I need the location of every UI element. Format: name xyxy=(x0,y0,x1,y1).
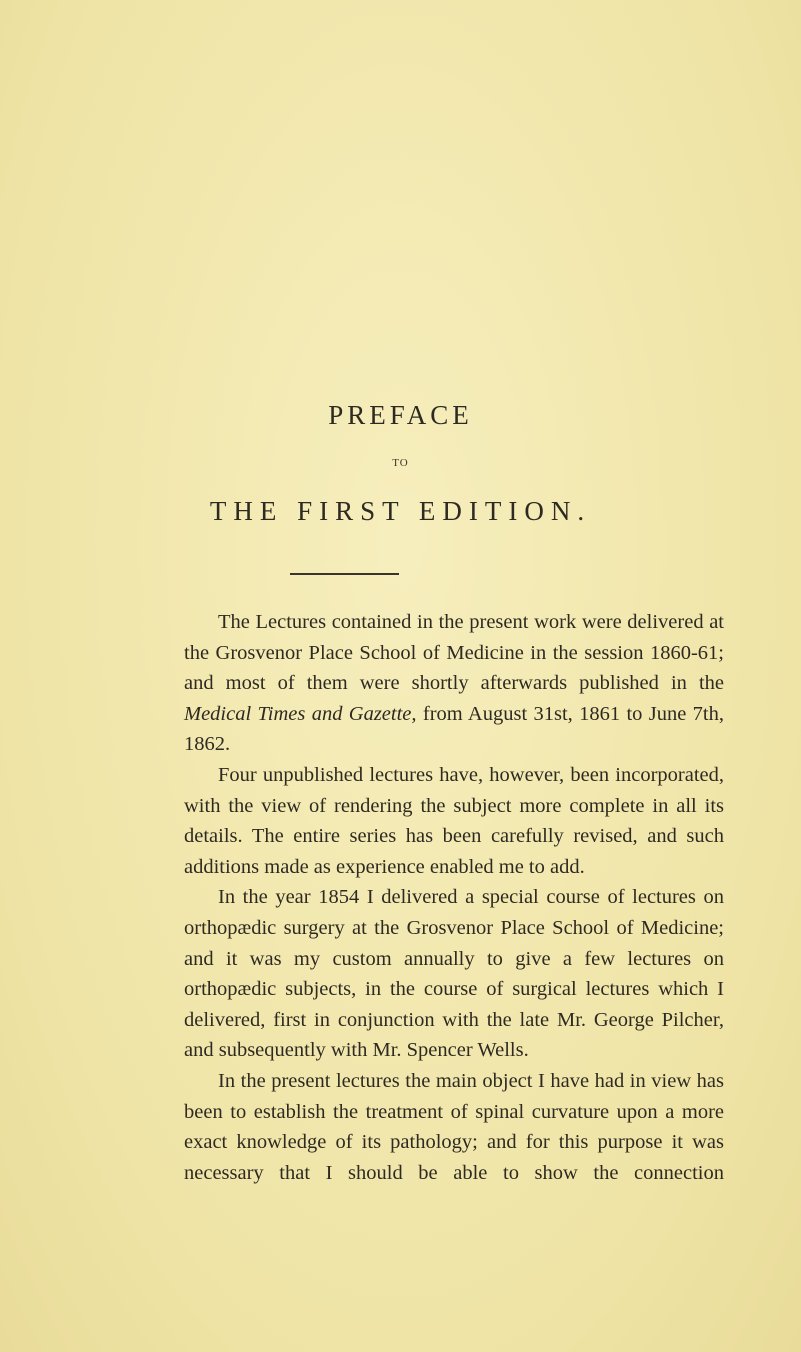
paragraph-1-text-b: from August 31st, 1861 to June 7th, 1862. xyxy=(184,702,724,756)
preface-heading: PREFACE xyxy=(328,400,473,430)
paragraph-1 xyxy=(184,607,724,760)
paragraph-2: Four unpublished lectures have, however, been incorporated, with the view of rendering the subject more complete in all its details. The entire series has been carefully revised, and such additions made as experience enabled me to add. xyxy=(184,763,724,878)
preface-body xyxy=(184,607,724,1188)
paragraph-3: In the year 1854 I delivered a special course of lectures on orthopædic surgery at the Grosvenor Place School of Medicine; and it was my custom annually to give a few lectures on orthopædic subjects, in the course of surgical lectures which I delivered, first in conjunction with the late Mr. George Pilcher, and subsequently with Mr. Spencer Wells. xyxy=(184,886,724,1062)
paragraph-1-text-a: The Lectures contained in the present work were delivered at the Grosvenor Place School of Medicine in the session 1860-61; and most of them were shortly afterwards published in the xyxy=(184,611,724,695)
edition-heading: THE FIRST EDITION. xyxy=(209,496,592,526)
to-label: TO xyxy=(392,457,409,469)
section-divider xyxy=(290,573,399,575)
journal-title: Medical Times and Gazette, xyxy=(184,702,417,725)
paragraph-4: In the present lectures the main object I have had in view has been to establish the treatment of spinal curvature upon a more exact knowledge of its pathology; and for this purpose it was necessary that I should be able to show the connection xyxy=(184,1069,724,1184)
